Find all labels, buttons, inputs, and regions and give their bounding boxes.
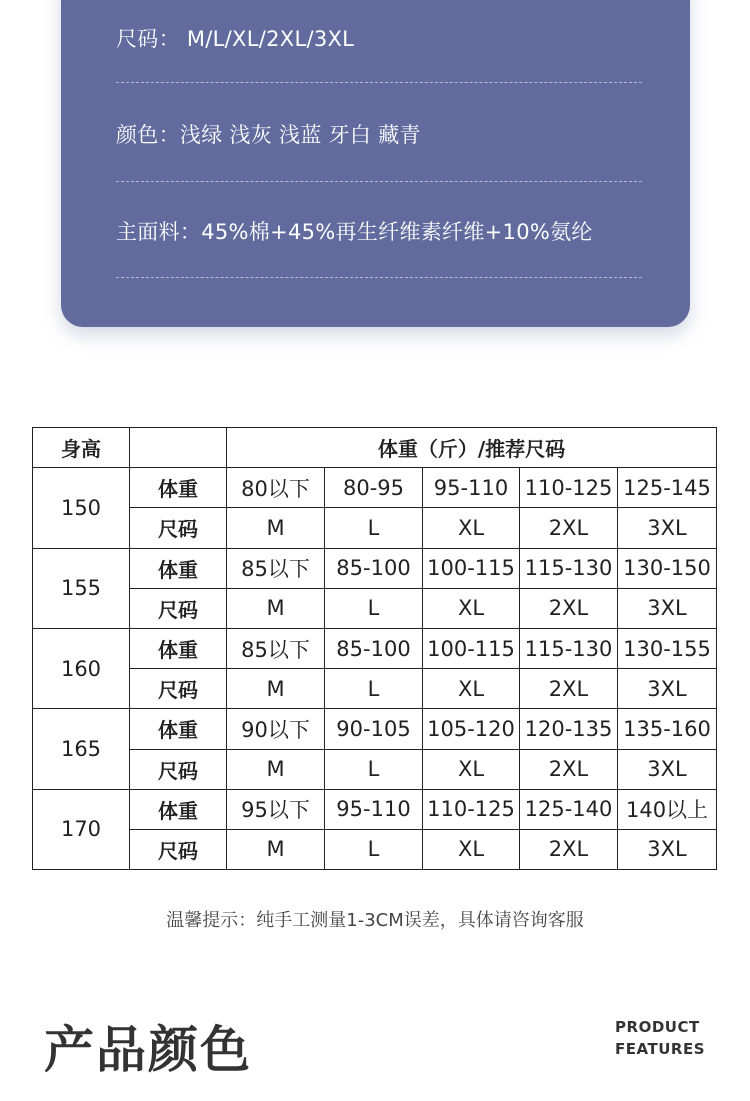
weight-cell: 95-110	[325, 789, 423, 829]
height-cell: 170	[33, 789, 130, 869]
weight-cell: 85以下	[227, 548, 325, 588]
header-weight-size-cell: 体重（斤）/推荐尺码	[227, 428, 717, 468]
weight-label-cell: 体重	[130, 548, 227, 588]
weight-cell: 90-105	[325, 709, 423, 749]
size-cell: M	[227, 508, 325, 548]
height-cell: 160	[33, 628, 130, 708]
section-en-line1: PRODUCT	[615, 1018, 700, 1036]
table-row	[33, 628, 717, 668]
size-cell: XL	[423, 508, 520, 548]
table-header-row	[33, 428, 717, 468]
weight-cell: 120-135	[520, 709, 618, 749]
weight-cell: 115-130	[520, 628, 618, 668]
height-cell: 155	[33, 548, 130, 628]
weight-cell: 80以下	[227, 468, 325, 508]
size-cell: XL	[423, 669, 520, 709]
spec-divider	[116, 277, 642, 278]
size-cell: 2XL	[520, 588, 618, 628]
size-cell: 3XL	[618, 588, 717, 628]
size-table	[32, 427, 717, 870]
weight-cell: 115-130	[520, 548, 618, 588]
weight-label-cell: 体重	[130, 628, 227, 668]
height-cell: 150	[33, 468, 130, 548]
weight-cell: 95以下	[227, 789, 325, 829]
size-cell: 2XL	[520, 508, 618, 548]
weight-cell: 125-145	[618, 468, 717, 508]
spec-divider	[116, 181, 642, 182]
weight-cell: 110-125	[520, 468, 618, 508]
weight-label-cell: 体重	[130, 709, 227, 749]
size-cell: M	[227, 588, 325, 628]
size-cell: L	[325, 588, 423, 628]
weight-label-cell: 体重	[130, 789, 227, 829]
size-cell: L	[325, 749, 423, 789]
size-cell: L	[325, 669, 423, 709]
spec-size-line: 尺码： M/L/XL/2XL/3XL	[116, 27, 355, 51]
size-cell: M	[227, 749, 325, 789]
table-row	[33, 468, 717, 508]
size-cell: XL	[423, 749, 520, 789]
table-row	[33, 588, 717, 628]
weight-cell: 80-95	[325, 468, 423, 508]
weight-cell: 85-100	[325, 628, 423, 668]
size-label-cell: 尺码	[130, 669, 227, 709]
weight-cell: 100-115	[423, 548, 520, 588]
height-cell: 165	[33, 709, 130, 789]
size-cell: 3XL	[618, 508, 717, 548]
size-cell: 2XL	[520, 749, 618, 789]
section-en-line2: FEATURES	[615, 1040, 705, 1058]
table-row	[33, 548, 717, 588]
weight-cell: 125-140	[520, 789, 618, 829]
size-label-cell: 尺码	[130, 588, 227, 628]
header-empty-cell	[130, 428, 227, 468]
size-cell: 3XL	[618, 749, 717, 789]
spec-color-line: 颜色：浅绿 浅灰 浅蓝 牙白 藏青	[116, 123, 421, 147]
weight-cell: 90以下	[227, 709, 325, 749]
table-row	[33, 789, 717, 829]
weight-cell: 105-120	[423, 709, 520, 749]
weight-cell: 135-160	[618, 709, 717, 749]
weight-cell: 85-100	[325, 548, 423, 588]
size-label-cell: 尺码	[130, 508, 227, 548]
table-row	[33, 669, 717, 709]
size-cell: L	[325, 508, 423, 548]
weight-cell: 95-110	[423, 468, 520, 508]
weight-cell: 130-150	[618, 548, 717, 588]
size-cell: L	[325, 829, 423, 869]
table-row	[33, 709, 717, 749]
size-label-cell: 尺码	[130, 749, 227, 789]
section-title: 产品颜色	[44, 1021, 252, 1079]
size-cell: 3XL	[618, 829, 717, 869]
weight-cell: 85以下	[227, 628, 325, 668]
size-cell: XL	[423, 588, 520, 628]
weight-label-cell: 体重	[130, 468, 227, 508]
size-cell: XL	[423, 829, 520, 869]
size-label-cell: 尺码	[130, 829, 227, 869]
weight-cell: 140以上	[618, 789, 717, 829]
section-subtitle-en	[615, 1016, 705, 1060]
size-cell: 3XL	[618, 669, 717, 709]
spec-fabric-line: 主面料：45%棉+45%再生纤维素纤维+10%氨纶	[116, 220, 593, 244]
weight-cell: 130-155	[618, 628, 717, 668]
table-row	[33, 829, 717, 869]
size-cell: M	[227, 829, 325, 869]
size-cell: 2XL	[520, 669, 618, 709]
table-row	[33, 508, 717, 548]
size-cell: 2XL	[520, 829, 618, 869]
table-row	[33, 749, 717, 789]
weight-cell: 100-115	[423, 628, 520, 668]
measurement-tip: 温馨提示：纯手工测量1-3CM误差，具体请咨询客服	[166, 910, 584, 931]
spec-divider	[116, 82, 642, 83]
size-cell: M	[227, 669, 325, 709]
weight-cell: 110-125	[423, 789, 520, 829]
spec-card	[61, 0, 690, 327]
header-height-cell: 身高	[33, 428, 130, 468]
